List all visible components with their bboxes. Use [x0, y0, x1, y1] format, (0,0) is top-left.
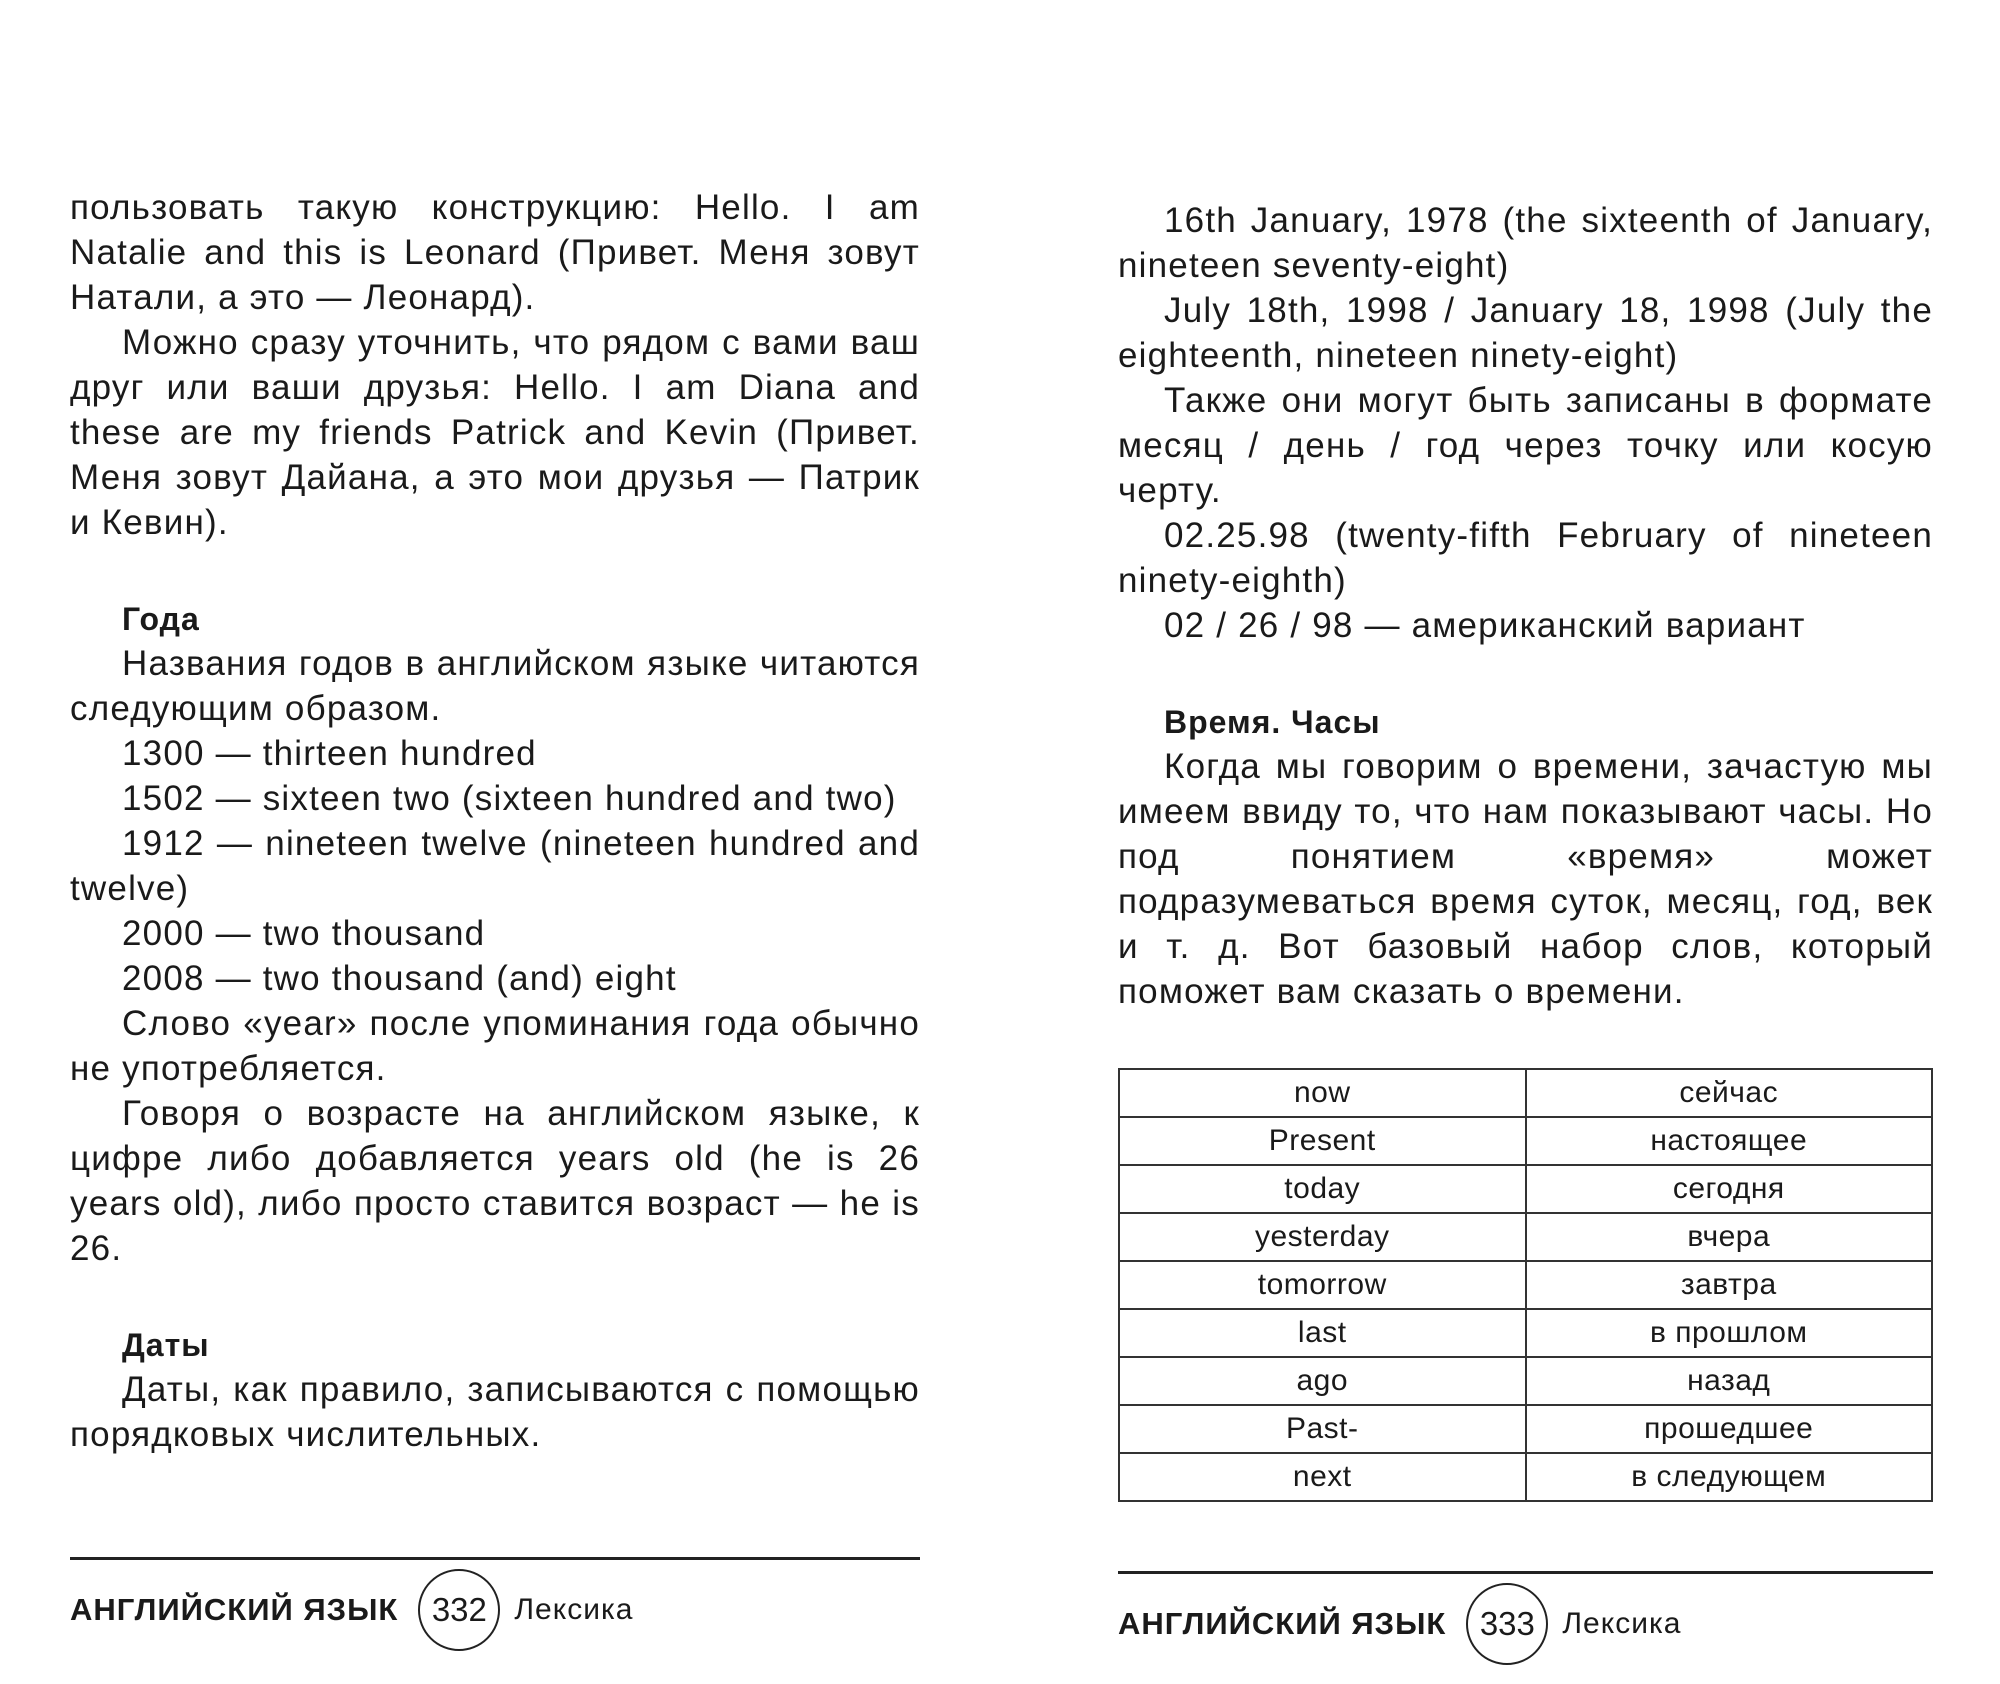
- page-footer: [1118, 1582, 1681, 1666]
- page-footer: [70, 1568, 633, 1652]
- section-heading-time: Время. Часы: [1164, 704, 1381, 740]
- table-cell-en: tomorrow: [1119, 1261, 1526, 1309]
- table-cell-en: Present: [1119, 1117, 1526, 1165]
- table-cell-en: Past-: [1119, 1405, 1526, 1453]
- table-cell-en: yesterday: [1119, 1213, 1526, 1261]
- paragraph: Также они могут быть записаны в формате месяц / день / год через точку или косую черту.: [1118, 381, 1933, 510]
- table-cell-ru: сегодня: [1526, 1165, 1933, 1213]
- table-cell-ru: вчера: [1526, 1213, 1933, 1261]
- footer-section: Лексика: [1562, 1607, 1682, 1640]
- table-cell-en: ago: [1119, 1357, 1526, 1405]
- table-row: [1119, 1165, 1932, 1213]
- table-cell-en: now: [1119, 1069, 1526, 1117]
- year-example: 1300 — thirteen hundred: [122, 734, 537, 773]
- section-heading-dates: Даты: [122, 1327, 210, 1363]
- table-cell-ru: в следующем: [1526, 1453, 1933, 1501]
- date-example: 02 / 26 / 98 — американский вариант: [1164, 606, 1806, 645]
- table-cell-ru: в прошлом: [1526, 1309, 1933, 1357]
- paragraph: пользовать такую конструкцию: Hello. I am Natalie and this is Leonard (Привет. Меня зовут Натали, а это — Леонард).: [70, 188, 920, 317]
- table-row: [1119, 1453, 1932, 1501]
- year-example: 2008 — two thousand (and) eight: [122, 959, 677, 998]
- date-example: July 18th, 1998 / January 18, 1998 (July the eighteenth, nineteen ninety-eight): [1118, 291, 1933, 375]
- table-cell-ru: назад: [1526, 1357, 1933, 1405]
- left-page: [70, 0, 920, 1684]
- page-number-badge: 333: [1466, 1583, 1548, 1665]
- right-page-text: [1118, 198, 1933, 1014]
- page-number-badge: 332: [418, 1569, 500, 1651]
- paragraph: Названия годов в английском языке читаются следующим образом.: [70, 644, 920, 728]
- table-cell-en: today: [1119, 1165, 1526, 1213]
- table-cell-ru: прошедшее: [1526, 1405, 1933, 1453]
- table-row: [1119, 1357, 1932, 1405]
- table-row: [1119, 1117, 1932, 1165]
- year-example: 1912 — nineteen twelve (nineteen hundred and twelve): [70, 824, 920, 908]
- table-row: [1119, 1213, 1932, 1261]
- date-example: 02.25.98 (twenty-fifth February of nineteen ninety-eighth): [1118, 516, 1933, 600]
- table-cell-en: last: [1119, 1309, 1526, 1357]
- table-row: [1119, 1405, 1932, 1453]
- right-page: [1118, 0, 1933, 1684]
- paragraph: Когда мы говорим о времени, зачастую мы имеем ввиду то, что нам показывают часы. Но под понятием «время» может подразумеваться время суток, месяц, год, век и т. д. Вот базовый набор слов, который поможет вам сказать о времени.: [1118, 747, 1933, 1011]
- section-heading-years: Года: [122, 601, 200, 637]
- footer-subject: АНГЛИЙСКИЙ ЯЗЫК: [70, 1592, 399, 1627]
- footer-subject: АНГЛИЙСКИЙ ЯЗЫК: [1118, 1606, 1447, 1641]
- table-row: [1119, 1309, 1932, 1357]
- table-row: [1119, 1261, 1932, 1309]
- footer-divider: [1118, 1571, 1933, 1574]
- left-page-text: [70, 185, 920, 1457]
- footer-section: Лексика: [514, 1593, 634, 1626]
- paragraph: Говоря о возрасте на английском языке, к цифре либо добавляется years old (he is 26 years old), либо просто ставится возраст — he is 26.: [70, 1094, 920, 1268]
- footer-divider: [70, 1557, 920, 1560]
- year-example: 2000 — two thousand: [122, 914, 486, 953]
- table-row: [1119, 1069, 1932, 1117]
- paragraph: Даты, как правило, записываются с помощью порядковых числительных.: [70, 1370, 920, 1454]
- table-cell-ru: настоящее: [1526, 1117, 1933, 1165]
- date-example: 16th January, 1978 (the sixteenth of January, nineteen seventy-eight): [1118, 201, 1933, 285]
- paragraph: Слово «year» после упоминания года обычно не употребляется.: [70, 1004, 920, 1088]
- time-vocabulary-table: [1118, 1068, 1933, 1502]
- table-cell-en: next: [1119, 1453, 1526, 1501]
- table-cell-ru: завтра: [1526, 1261, 1933, 1309]
- paragraph: Можно сразу уточнить, что рядом с вами ваш друг или ваши друзья: Hello. I am Diana and these are my friends Patrick and Kevin (Привет. Меня зовут Дайана, а это мои друзья — Патрик и Кевин).: [70, 323, 920, 542]
- table-cell-ru: сейчас: [1526, 1069, 1933, 1117]
- year-example: 1502 — sixteen two (sixteen hundred and two): [122, 779, 897, 818]
